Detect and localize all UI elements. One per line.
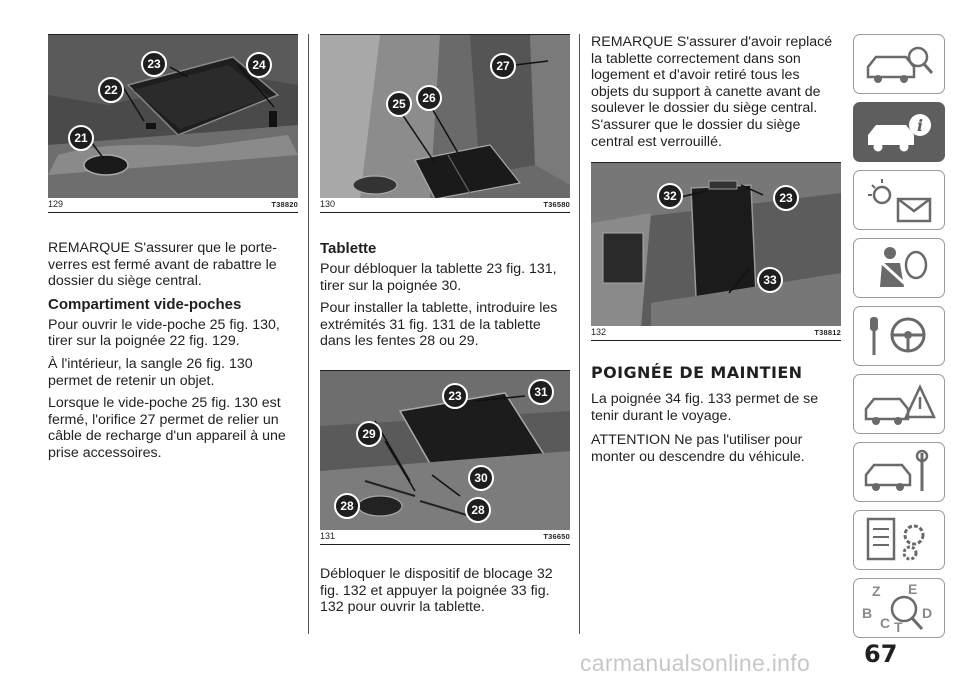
figure-number: 130 [320,199,336,209]
tab-donnees-techniques[interactable] [853,510,945,570]
index-letter-z: Z [872,583,881,599]
heading-compartiment-vide-poches: Compartiment vide-poches [48,295,242,313]
callout-28: 28 [465,497,491,523]
paragraph-debloquer-dispositif: Débloquer le dispositif de blocage 32 fig. 132 et appuyer la poignée 33 fig. 132 pour ouvrir la tablette. [320,565,553,616]
tab-demarrage-conduite[interactable] [853,306,945,366]
figure-132-photo [591,163,841,326]
callout-24: 24 [246,52,272,78]
car-service-icon [860,447,940,499]
figure-129-caption [48,198,298,213]
remarque-porte-verres: REMARQUE S'assurer que le porte-verres est fermé avant de rabattre le dossier du siège central. [48,240,278,290]
tab-en-cas-urgence[interactable] [853,374,945,434]
paragraph-orifice: Lorsque le vide-poche 25 fig. 130 est fermé, l'orifice 27 permet de relier un câble de recharge d'un appareil à une prise accessoires. [48,395,286,461]
attention-poignee: ATTENTION Ne pas l'utiliser pour monter ou descendre du véhicule. [591,432,805,465]
paragraph-sangle: À l'intérieur, la sangle 26 fig. 130 permet de retenir un objet. [48,355,253,389]
figure-130 [320,34,570,198]
callout-33: 33 [757,267,783,293]
callout-23: 23 [773,185,799,211]
car-info-icon [860,107,940,159]
callout-21: 21 [68,125,94,151]
figure-132-caption [591,326,841,341]
page-number: 67 [864,640,898,668]
column-2 [320,0,570,616]
tab-temoins[interactable] [853,170,945,230]
tab-entretien[interactable] [853,442,945,502]
paragraph-poignee: La poignée 34 fig. 133 permet de se tenir durant le voyage. [591,391,819,424]
figure-130-caption [320,198,570,213]
callout-26: 26 [416,85,442,111]
callout-23: 23 [442,383,468,409]
paragraph-debloquer-tablette: Pour débloquer la tablette 23 fig. 131, tirer sur la poignée 30. [320,261,557,294]
column-1 [48,0,298,462]
tab-connaissance-vehicule[interactable] [853,34,945,94]
warning-lights-icon [860,175,940,227]
figure-number: 129 [48,199,64,209]
figure-number: 131 [320,530,336,541]
svg-text:i: i [916,116,924,135]
column-divider [579,34,580,634]
index-letter-e: E [908,581,918,597]
callout-32: 32 [657,183,683,209]
callout-27: 27 [490,53,516,79]
specs-gears-icon [860,515,940,567]
tab-securite[interactable] [853,238,945,298]
callout-23: 23 [141,51,167,77]
key-steering-icon [860,311,940,363]
callout-30: 30 [468,465,494,491]
column-3 [591,0,841,466]
callout-25: 25 [386,91,412,117]
car-search-icon [860,39,940,91]
figure-132 [591,162,841,326]
airbag-seatbelt-icon [860,243,940,295]
tab-index[interactable] [853,578,945,638]
paragraph-installer-tablette: Pour installer la tablette, introduire les extrémités 31 fig. 131 de la tablette dans les fentes 28 ou 29. [320,300,558,350]
paragraph-ouvrir-vide-poche: Pour ouvrir le vide-poche 25 fig. 130, tirer sur la poignée 22 fig. 129. [48,316,280,350]
watermark: carmanualsonline.info [580,650,811,676]
figure-code: T36580 [543,200,570,209]
heading-poignee-de-maintien: POIGNÉE DE MAINTIEN [591,363,803,383]
index-letter-c: C [880,615,891,631]
figure-131-caption [320,530,570,545]
tab-securite-info[interactable] [853,102,945,162]
callout-22: 22 [98,77,124,103]
callout-28: 28 [334,493,360,519]
heading-tablette: Tablette [320,240,377,257]
callout-29: 29 [356,421,382,447]
road-warning-icon [860,379,940,431]
index-letter-d: D [922,605,933,621]
figure-code: T38812 [814,328,841,338]
callout-31: 31 [528,379,554,405]
figure-number: 132 [591,327,607,338]
figure-code: T36650 [543,531,570,541]
index-letter-t: T [894,619,903,635]
column-divider [308,34,309,634]
figure-130-photo [320,35,570,198]
figure-129 [48,34,298,198]
remarque-tablette-replacee: REMARQUE S'assurer d'avoir replacé la tablette correctement dans son logement et d'avoir retiré tous les objets du support à canette avant de soulever le dossier du siège central. S'assurer que le dossier du siège central est verrouillé. [591,34,833,150]
figure-131 [320,370,570,530]
index-letter-b: B [862,605,873,621]
figure-code: T38820 [271,200,298,209]
